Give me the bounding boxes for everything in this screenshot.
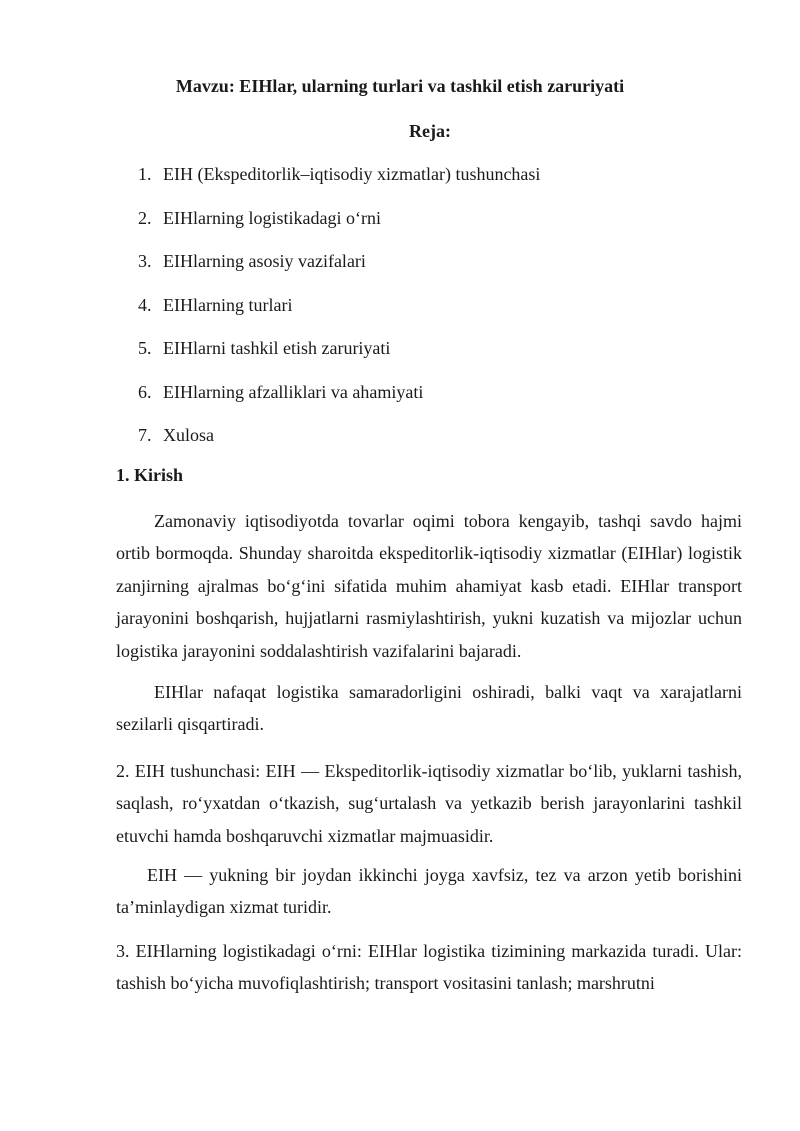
plan-item-number: 7.: [138, 425, 152, 445]
paragraph-definition-short: EIH — yukning bir joydan ikkinchi joyga xavfsiz, tez va arzon yetib borishini ta’minlaydigan xizmat turidir.: [116, 865, 742, 918]
paragraph-logistics-role: 3. EIHlarning logistikadagi o‘rni: EIHlar logistika tizimining markazida turadi. Ular: tashish bo‘yicha muvofiqlashtirish; transport vositasini tanlash; marshrutni: [116, 941, 742, 994]
plan-item-number: 2.: [138, 207, 152, 228]
plan-item-text: EIHlarning asosiy vazifalari: [163, 251, 366, 271]
section-heading-intro: 1. Kirish: [116, 465, 184, 485]
plan-item-text: EIHlarning logistikadagi o‘rni: [163, 207, 381, 228]
plan-item: [138, 248, 540, 292]
plan-item-text: EIHlarning turlari: [163, 294, 293, 315]
paragraph-intro: Zamonaviy iqtisodiyotda tovarlar oqimi tobora kengayib, tashqi savdo hajmi ortib bormoqda. Shunday sharoitda ekspeditorlik-iqtisodiy xizmatlar (EIHlar) logistik zanjirning ajralmas bo‘g‘ini sifatida muhim ahamiyat kasb etadi. EIHlar transport jarayonini boshqarish, hujjatlarni rasmiylashtirish, yukni kuzatish va mijozlar uchun logistika jarayonini soddalashtirish vazifalarini bajaradi.: [116, 511, 742, 661]
plan-item-text: EIHlarni tashkil etish zaruriyati: [163, 338, 391, 358]
plan-item: [138, 422, 540, 466]
plan-item-number: 5.: [138, 338, 152, 358]
plan-item: [138, 292, 540, 336]
plan-item-number: 6.: [138, 381, 152, 402]
plan-list: [138, 161, 540, 466]
plan-item-number: 1.: [138, 164, 152, 184]
plan-item: [138, 161, 540, 205]
plan-item-text: EIH (Ekspeditorlik–iqtisodiy xizmatlar) tushunchasi: [163, 164, 541, 184]
plan-item-number: 3.: [138, 251, 152, 271]
plan-item-number: 4.: [138, 294, 152, 315]
plan-item: [138, 335, 540, 379]
plan-heading: Reja:: [409, 121, 451, 141]
plan-item-text: Xulosa: [163, 425, 214, 445]
document-title: Mavzu: EIHlar, ularning turlari va tashkil etish zaruriyati: [175, 76, 625, 96]
plan-item: [138, 205, 540, 249]
plan-item-text: EIHlarning afzalliklari va ahamiyati: [163, 381, 424, 402]
paragraph-benefits: EIHlar nafaqat logistika samaradorligini oshiradi, balki vaqt va xarajatlarni sezilarli qisqartiradi.: [116, 682, 742, 735]
plan-item: [138, 379, 540, 423]
paragraph-definition: 2. EIH tushunchasi: EIH — Ekspeditorlik-iqtisodiy xizmatlar bo‘lib, yuklarni tashish, saqlash, ro‘yxatdan o‘tkazish, sug‘urtalash va yetkazib berish jarayonlarini tashkil etuvchi hamda boshqaruvchi xizmatlar majmuasidir.: [116, 761, 742, 846]
